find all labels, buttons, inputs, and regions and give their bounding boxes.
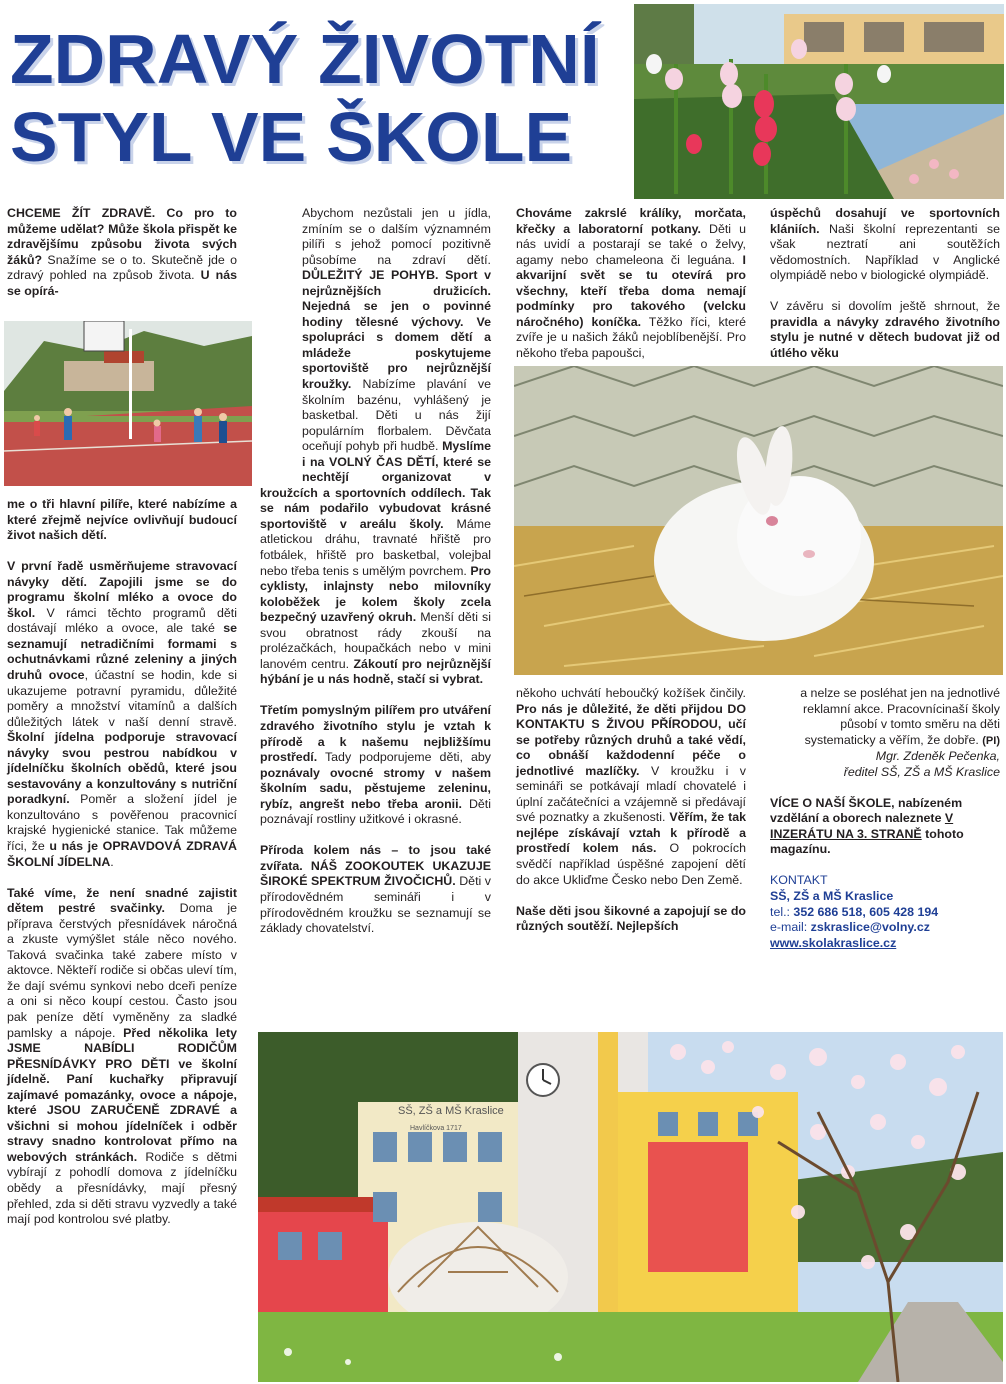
column-1 xyxy=(7,206,237,299)
sports-court-photo xyxy=(4,321,252,486)
sport-text-2: Nabízíme plavání ve školním bazénu, vyhlášený je basketbal. Děti u nás žijí populárním florbalem. Děvčata oceňují pohyb při hudbě. xyxy=(302,377,491,454)
tel-label: tel.: xyxy=(770,904,794,919)
signature-role: ředitel SŠ, ZŠ a MŠ Kraslice xyxy=(843,764,1000,779)
more-info-bold-2: tohoto magazínu. xyxy=(770,826,964,857)
sport-text-4: Menší děti si svou obratnost rády zkouší na prolézačkách, houpačkách nebo v mini lanovém centru. xyxy=(260,610,492,671)
diet-text-2: , účastní se hodin, kde si ukazujeme potravní pyramidu, důležité poměry a množství vitamínů a dalších důležitých látek v naší denní stravě. xyxy=(7,667,237,729)
school-building-photo xyxy=(258,1032,1003,1382)
pets-text-2: V kroužku i v semináři se potkávají mladí chovatelé i úplní začátečníci a vzájemně si předávají své poznatky a zkušenosti. xyxy=(516,763,746,825)
diet-bold-4: u nás je OPRAVDOVÁ ZDRAVÁ ŠKOLNÍ JÍDELNA xyxy=(7,838,238,869)
contact-block xyxy=(770,873,1000,951)
diet-bold-1: V první řadě usměrňujeme stravovací návyky dětí. Zapojili jsme se do programu školní mléko a ovoce do škol. xyxy=(7,559,237,620)
contests-bold-1: Naše děti jsou šikovné a zapojují se do různých soutěží. Nejlepších xyxy=(516,903,746,934)
intro-bold-1: CHCEME ŽÍT ZDRAVĚ. Co pro to můžeme udělat? Může škola přispět ke zdravějšímu způsobu života svých žáků? xyxy=(7,206,237,267)
sport-text-3: Máme atletickou dráhu, travnaté hřiště pro fotbálek, hřiště pro basketbal, volejbal nebo třeba tenis s umělým povrchem. xyxy=(260,516,491,578)
page-title xyxy=(10,20,642,176)
email-label: e-mail: xyxy=(770,920,811,935)
pets-bold-1: Pro nás je důležité, že děti přijdou DO KONTAKTU S ŽIVOU PŘÍRODOU, učí se potřeby různých druhů a také vědí, co obnáší každodenní péče o jednotlivé mazlíčky. xyxy=(516,701,746,778)
intro-text-1: Snažíme se o to. Skutečně jde o zdravý pohled na způsob života. xyxy=(7,252,237,283)
column-3-cont xyxy=(516,686,746,935)
summary-bold-1: pravidla a návyky zdravého životního stylu je nutné v dětech budovat již od útlého věku xyxy=(770,314,1000,360)
nature-bold-1: Třetím pomyslným pilířem pro utváření zdravého životního stylu je vztah k přírodě a k našemu nejbližšímu prostředí. xyxy=(260,703,491,765)
pillars-bold: me o tři hlavní pilíře, které nabízíme a které zřejmě nejvíce ovlivňují budoucí život našich dětí. xyxy=(7,497,237,543)
school-sign-street: Havlíčkova 1717 xyxy=(410,1125,462,1132)
nature-bold-2: poznávaly ovocné stromy v našem školním sadu, pěstujeme zeleninu, rybíz, angrešt nebo třeba aronii. xyxy=(260,765,491,811)
contact-label: KONTAKT xyxy=(770,873,828,888)
sport-bold-2: Myslíme i na VOLNÝ ČAS DĚTÍ, které se nechtějí organizovat v kroužcích a sportovních oddílech. Tak se nám podařilo vybudovat krásné sportoviště v areálu školy. xyxy=(260,439,491,531)
contact-name: SŠ, ZŠ a MŠ Kraslice xyxy=(770,889,894,904)
more-info-bold-1: VÍCE O NAŠÍ ŠKOLE, nabízeném vzdělání a oborech naleznete xyxy=(770,795,963,826)
author-initials: (PI) xyxy=(982,734,1000,747)
diet-bold-2: se seznamují netradičními formami s ochutnávkami různé zeleniny a jiných druhů ovoce xyxy=(7,621,237,682)
signature-name: Mgr. Zdeněk Pečenka, xyxy=(875,749,1000,764)
school-sign-name: SŠ, ZŠ a MŠ Kraslice xyxy=(398,1105,504,1117)
title-line-1: ZDRAVÝ ŽIVOTNÍ xyxy=(10,20,600,98)
nature-text-1: Tady podporujeme děti, aby xyxy=(317,750,491,765)
diet-text-4: . xyxy=(110,854,114,869)
closing-text-1: a nelze se posléhat jen na jednotlivé reklamní akce. Pracovnícinaší školy působí v tomto směru na děti systematicky a věřím, že dobře. xyxy=(800,686,1000,747)
animals-bold-2: I akvarijní svět se tu otevírá pro všechny, kteří třeba doma nemají podmínky pro takového (velcku náročného) koníčka. xyxy=(516,252,746,329)
contact-website-link[interactable]: www.skolakraslice.cz xyxy=(770,935,897,950)
pets-bold-2: Věřím, že tak nejlépe získávají vztah k přírodě a prostředí kolem nás. xyxy=(516,810,746,856)
zoo-bold-1: Příroda kolem nás – to jsou také zvířata. NÁŠ ZOOKOUTEK UKAZUJE ŠIROKÉ SPEKTRUM ŽIVOČICHŮ. xyxy=(260,843,491,889)
success-bold-1: úspěchů dosahují ve sportovních klániích. xyxy=(770,206,1000,236)
animals-bold-1: Chováme zakrslé králíky, morčata, křečky a laboratorní potkany. xyxy=(516,206,746,236)
snack-text-2: Rodiče s dětmi vybírají z pohodlí domova z jídelníčku obědy a přesnídávky, mají přesný přehled, zda si děti stravu vyzvedly a také mají pod kontrolou své platby. xyxy=(7,1149,237,1227)
column-2 xyxy=(260,206,491,937)
sport-bold-3: Pro cyklisty, inlajnsty nebo milovníky koloběžek je kolem školy zcela bezpečný uzavřený okruh. xyxy=(260,563,491,625)
nature-text-2: Děti poznávají rostliny užitkové i okrasné. xyxy=(260,796,492,827)
pets-text-1: někoho uchvátí heboučký kožíšek činčily. xyxy=(516,686,746,700)
diet-text-3: Poměr a složení jídel je konzultováno s pověřenou pracovnicí krajské hygienické stanice. Tak můžeme říci, že xyxy=(7,792,237,853)
column-4 xyxy=(770,206,1000,361)
diet-text-1: V rámci těchto programů děti dostávají mléko a ovoce, ale také xyxy=(7,605,237,636)
snack-bold-2: Před několika lety JSME NABÍDLI RODIČŮM PŘESNÍDÁVKY PRO DĚTI ve školní jídelně. Paní kuchařky připravují zajímavé pomazánky, ovoce a nápoje, které JSOU ZARUČENĚ ZDRAVÉ a všichni si mohou jídelníček i odběr stravy snadno kontrolovat přímo na webových stránkách. xyxy=(7,1025,238,1164)
sport-bold-1: DŮLEŽITÝ JE POHYB. Sport v nejrůznějších družicích. Nejedná se jen o povinné hodiny tělesné výchovy. Ve spolupráci s domem dětí a mládeže poskytujeme sportoviště pro nejrůznější kroužky. xyxy=(302,268,491,392)
sport-text-1: Abychom nezůstali jen u jídla, zmíním se o dalším významném pilíři s jehož pomocí pozitivně působíme na zdraví dětí. xyxy=(302,206,491,267)
contact-email[interactable]: zskraslice@volny.cz xyxy=(810,920,930,935)
contact-phone[interactable]: 352 686 518, 605 428 194 xyxy=(793,904,939,919)
animals-text-2: Těžko říci, které zvíře je u našich žáků nejoblíbenější. Pro někoho třeba papoušci, xyxy=(516,314,746,360)
animals-text-1: Děti u nás uvidí a postarají se také o želvy, agamy nebo chameleona či leguána. xyxy=(516,221,746,267)
column-3 xyxy=(516,206,746,361)
summary-text-1: V závěru si dovolím ještě shrnout, že xyxy=(770,299,1000,314)
flower-garden-photo xyxy=(634,4,1004,199)
diet-bold-3: Školní jídelna podporuje stravovací návyky svou pestrou nabídkou v jídelníčku školních obědů, které jsou sestavovány a konzultovány s nutriční poradkyní. xyxy=(7,730,237,807)
column-4-cont xyxy=(770,686,1000,951)
snack-bold-1: Také víme, že není snadné zajistit dětem pestré svačinky. xyxy=(7,885,237,916)
title-line-2: STYL VE ŠKOLE xyxy=(10,98,573,176)
intro-bold-2: U nás se opírá- xyxy=(7,268,237,298)
snack-text-1: Doma je příprava čerstvých přesnídávek náročná a zkuste vymýšlet stále něco nového. Taková svačinka také zabere místo v aktovce. Někteří rodiče si občas uleví tím, že dají svému synkovi nebo dceři peníze a oni si něco koupí cestou. Často jsou pak peníze dětí vyměněny za sladké pamlsky a nápoje. xyxy=(7,901,237,1040)
success-text-1: Naši školní reprezentanti se však neztratí ani soutěžích vědomostních. Například v Anglické olympiádě nebo v biologické olympiádě. xyxy=(770,221,1000,283)
column-1-cont xyxy=(7,497,237,1228)
sport-bold-4: Zákoutí pro nejrůznější hýbání je u nás hodně, stačí si vybrat. xyxy=(260,656,491,687)
white-rabbit-photo xyxy=(514,366,1003,675)
ad-reference-link[interactable]: V INZERÁTU NA 3. STRANĚ xyxy=(770,811,954,841)
pets-text-3: O pokrocích svědčí například úspěšné zapojení dětí do akce Ukliďme Česko nebo Den Země. xyxy=(516,841,746,887)
zoo-text-1: Děti v přírodovědném semináři i v přírodovědném kroužku se seznamují se základy chovatelství. xyxy=(260,874,491,936)
